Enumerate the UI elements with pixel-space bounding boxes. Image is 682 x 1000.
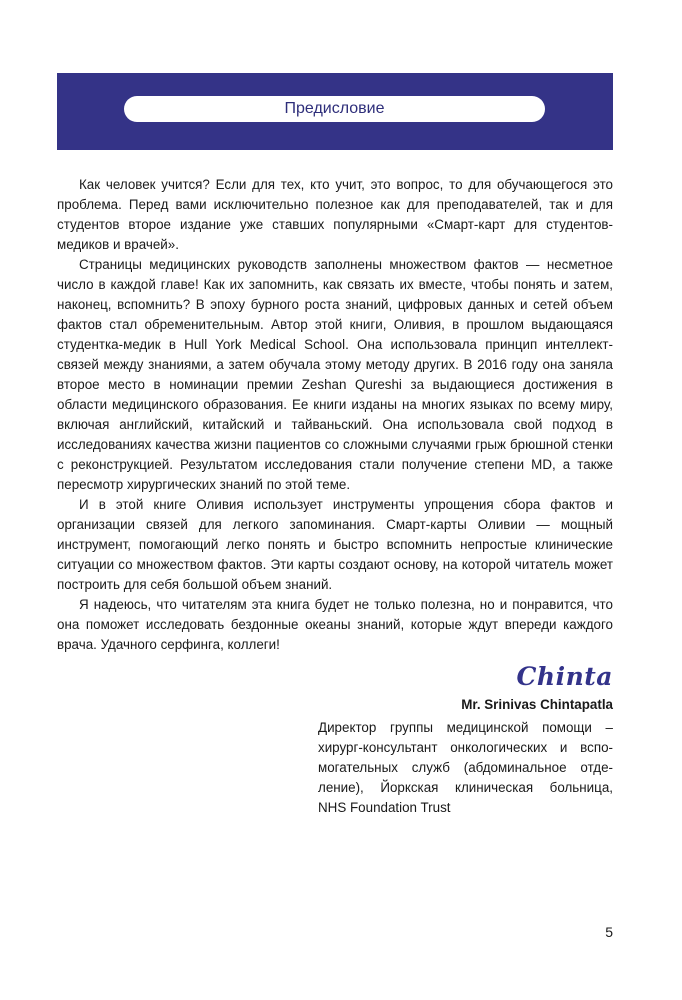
page-number: 5 [605, 924, 613, 940]
role-line: хирург-консультант онкологических и вспо- [318, 740, 613, 755]
header-banner [57, 73, 613, 150]
paragraph: И в этой книге Оливия использует инструменты упрощения сбора фактов и организации связей для легкого запоминания. Смарт-карты Оливии — мощный инструмент, помогающий легко понять и быстро вспомнить непростые клинические ситуации со множеством фактов. Эти карты создают основу, на которой читатель может построить для себя большой объем знаний. [57, 497, 613, 592]
paragraph: Страницы медицинских руководств заполнены множеством фактов — несметное число в каждой главе! Как их запомнить, как связать их вместе, чтобы понять и затем, наконец, вспомнить? В эпоху бурного роста знаний, цифровых данных и сетей объем фактов стал обременительным. Автор этой книги, Оливия, в прошлом выдающаяся студентка-медик в Hull York Medical School. Она использовала принцип интеллект-связей между знаниями, а затем обучала этому методу других. В 2016 году она заняла второе место в номинации премии Zeshan Qureshi за выдающиеся достижения в области медицинского образования. Ее книги изданы на многих языках по всему миру, включая английский, китайский и тайваньский. Она использовала свой подход в исследованиях качества жизни пациентов со сложными случаями грыж брюшной стенки с реконструкцией. Результатом исследования стали получение степени MD, а также пересмотр хирургических знаний по этой теме. [57, 257, 613, 492]
paragraph: Как человек учится? Если для тех, кто учит, это вопрос, то для обучающегося это проблема. Перед вами исключительно полезное как для преподавателей, так и для студентов второе издание уже ставших популярными «Смарт-карт для студентов-медиков и врачей». [57, 177, 613, 252]
role-line: могательных служб (абдоминальное отде- [318, 760, 613, 775]
role-line: Директор группы медицинской помощи – [318, 720, 613, 735]
paragraph: Я надеюсь, что читателям эта книга будет не только полезна, но и понравится, что она поможет исследовать бездонные океаны знаний, которые ждут впереди каждого врача. Удачного серфинга, коллеги! [57, 597, 613, 652]
handwritten-signature: Chinta [516, 662, 613, 691]
role-line: NHS Foundation Trust [318, 800, 451, 815]
signatory-name: Mr. Srinivas Chintapatla [461, 697, 613, 712]
role-line: ление), Йоркская клиническая больница, [318, 780, 613, 795]
signatory-role [318, 718, 613, 818]
body-text [57, 175, 613, 655]
page-title: Предисловие [124, 96, 545, 122]
